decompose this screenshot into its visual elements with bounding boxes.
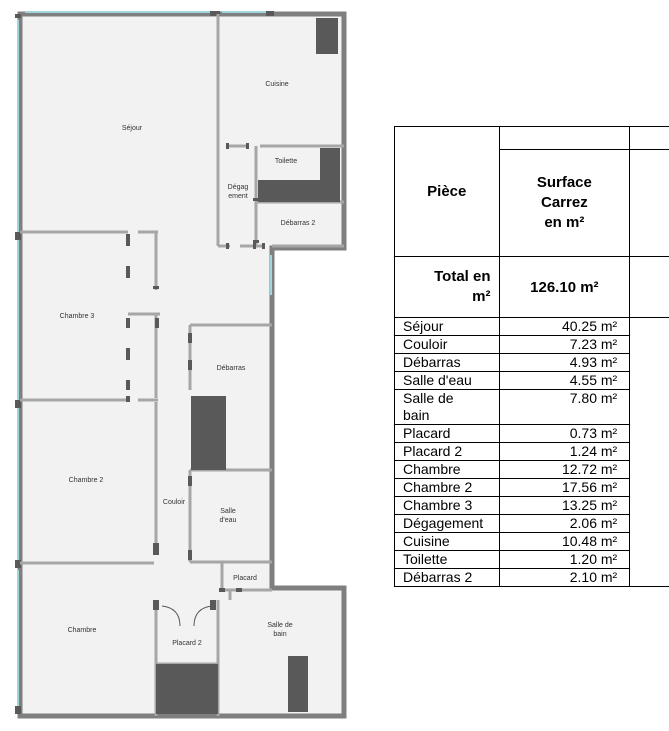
row-name-line-2: bain [403, 407, 430, 423]
row-value: 4.55 m² [499, 372, 630, 390]
room-label-chambre-2: Chambre 2 [68, 477, 104, 484]
room-label-salle-eau-1: Salle [220, 508, 236, 515]
room-label-placard: Placard [233, 575, 257, 582]
table-row [395, 372, 669, 390]
header-surface-line-1: Surface [536, 174, 592, 191]
table-row [395, 497, 669, 515]
header-top-cell [499, 127, 630, 150]
row-extra [630, 533, 669, 551]
room-label-chambre-3: Chambre 3 [59, 313, 95, 320]
row-extra [630, 569, 669, 587]
table-row [395, 533, 669, 551]
row-name: Dégagement [395, 515, 500, 533]
room-label-debarras-2: Débarras 2 [280, 220, 316, 227]
row-value: 17.56 m² [499, 479, 630, 497]
row-extra [630, 390, 669, 425]
row-name: Cuisine [395, 533, 500, 551]
row-value: 12.72 m² [499, 461, 630, 479]
row-extra [630, 497, 669, 515]
room-label-chambre: Chambre [67, 627, 97, 634]
header-top-row [395, 127, 669, 150]
header-extra [630, 150, 669, 257]
header-top-extra [630, 127, 669, 150]
room-label-salle-eau-2: d'eau [219, 517, 237, 524]
room-label-couloir: Couloir [162, 499, 186, 506]
total-extra [630, 257, 669, 318]
row-name: Toilette [395, 551, 500, 569]
row-extra [630, 318, 669, 336]
table-row [395, 425, 669, 443]
table-row [395, 354, 669, 372]
floor-area [20, 14, 344, 716]
row-name: Débarras 2 [395, 569, 500, 587]
row-name: Placard [395, 425, 500, 443]
row-value: 13.25 m² [499, 497, 630, 515]
row-name: Chambre 2 [395, 479, 500, 497]
row-extra [630, 515, 669, 533]
room-label-salle-bain-1: Salle de [267, 622, 293, 629]
room-label-toilette: Toilette [274, 158, 298, 165]
total-label-line-1: Total en [434, 268, 491, 285]
row-name [395, 390, 500, 425]
row-value: 7.80 m² [499, 390, 630, 425]
surface-table [394, 126, 669, 587]
header-surface [499, 150, 630, 257]
row-value: 2.06 m² [499, 515, 630, 533]
table-row [395, 551, 669, 569]
header-piece: Pièce [395, 127, 500, 257]
row-extra [630, 479, 669, 497]
table-row [395, 461, 669, 479]
header-surface-line-2: Carrez [541, 194, 588, 211]
row-name-line-1: Salle de [403, 390, 454, 406]
row-value: 1.20 m² [499, 551, 630, 569]
row-name: Débarras [395, 354, 500, 372]
row-extra [630, 443, 669, 461]
row-value: 4.93 m² [499, 354, 630, 372]
room-label-debarras: Débarras [216, 365, 246, 372]
row-extra [630, 354, 669, 372]
total-label [395, 257, 500, 318]
header-surface-line-3: en m² [544, 214, 585, 231]
row-name: Salle d'eau [395, 372, 500, 390]
row-extra [630, 551, 669, 569]
total-row [395, 257, 669, 318]
table-row [395, 515, 669, 533]
row-value: 40.25 m² [499, 318, 630, 336]
row-value: 10.48 m² [499, 533, 630, 551]
row-value: 0.73 m² [499, 425, 630, 443]
table-row [395, 479, 669, 497]
room-label-cuisine: Cuisine [265, 81, 289, 88]
table-row [395, 390, 669, 425]
room-label-salle-bain-2: bain [273, 631, 287, 638]
row-value: 1.24 m² [499, 443, 630, 461]
row-value: 7.23 m² [499, 336, 630, 354]
surface-table-container [394, 126, 669, 594]
row-extra [630, 336, 669, 354]
table-row [395, 443, 669, 461]
room-label-degagement-1: Dégag [227, 184, 249, 191]
table-row [395, 569, 669, 587]
row-name: Placard 2 [395, 443, 500, 461]
row-name: Chambre 3 [395, 497, 500, 515]
row-extra [630, 425, 669, 443]
row-name: Couloir [395, 336, 500, 354]
row-extra [630, 461, 669, 479]
total-value: 126.10 m² [499, 257, 630, 318]
room-label-sejour: Séjour [121, 125, 143, 132]
room-label-degagement-2: ement [228, 193, 248, 200]
table-row [395, 318, 669, 336]
room-label-placard-2: Placard 2 [172, 640, 202, 647]
total-label-line-2: m² [472, 288, 491, 305]
row-name: Séjour [395, 318, 500, 336]
row-extra [630, 372, 669, 390]
table-row [395, 336, 669, 354]
row-value: 2.10 m² [499, 569, 630, 587]
row-name: Chambre [395, 461, 500, 479]
